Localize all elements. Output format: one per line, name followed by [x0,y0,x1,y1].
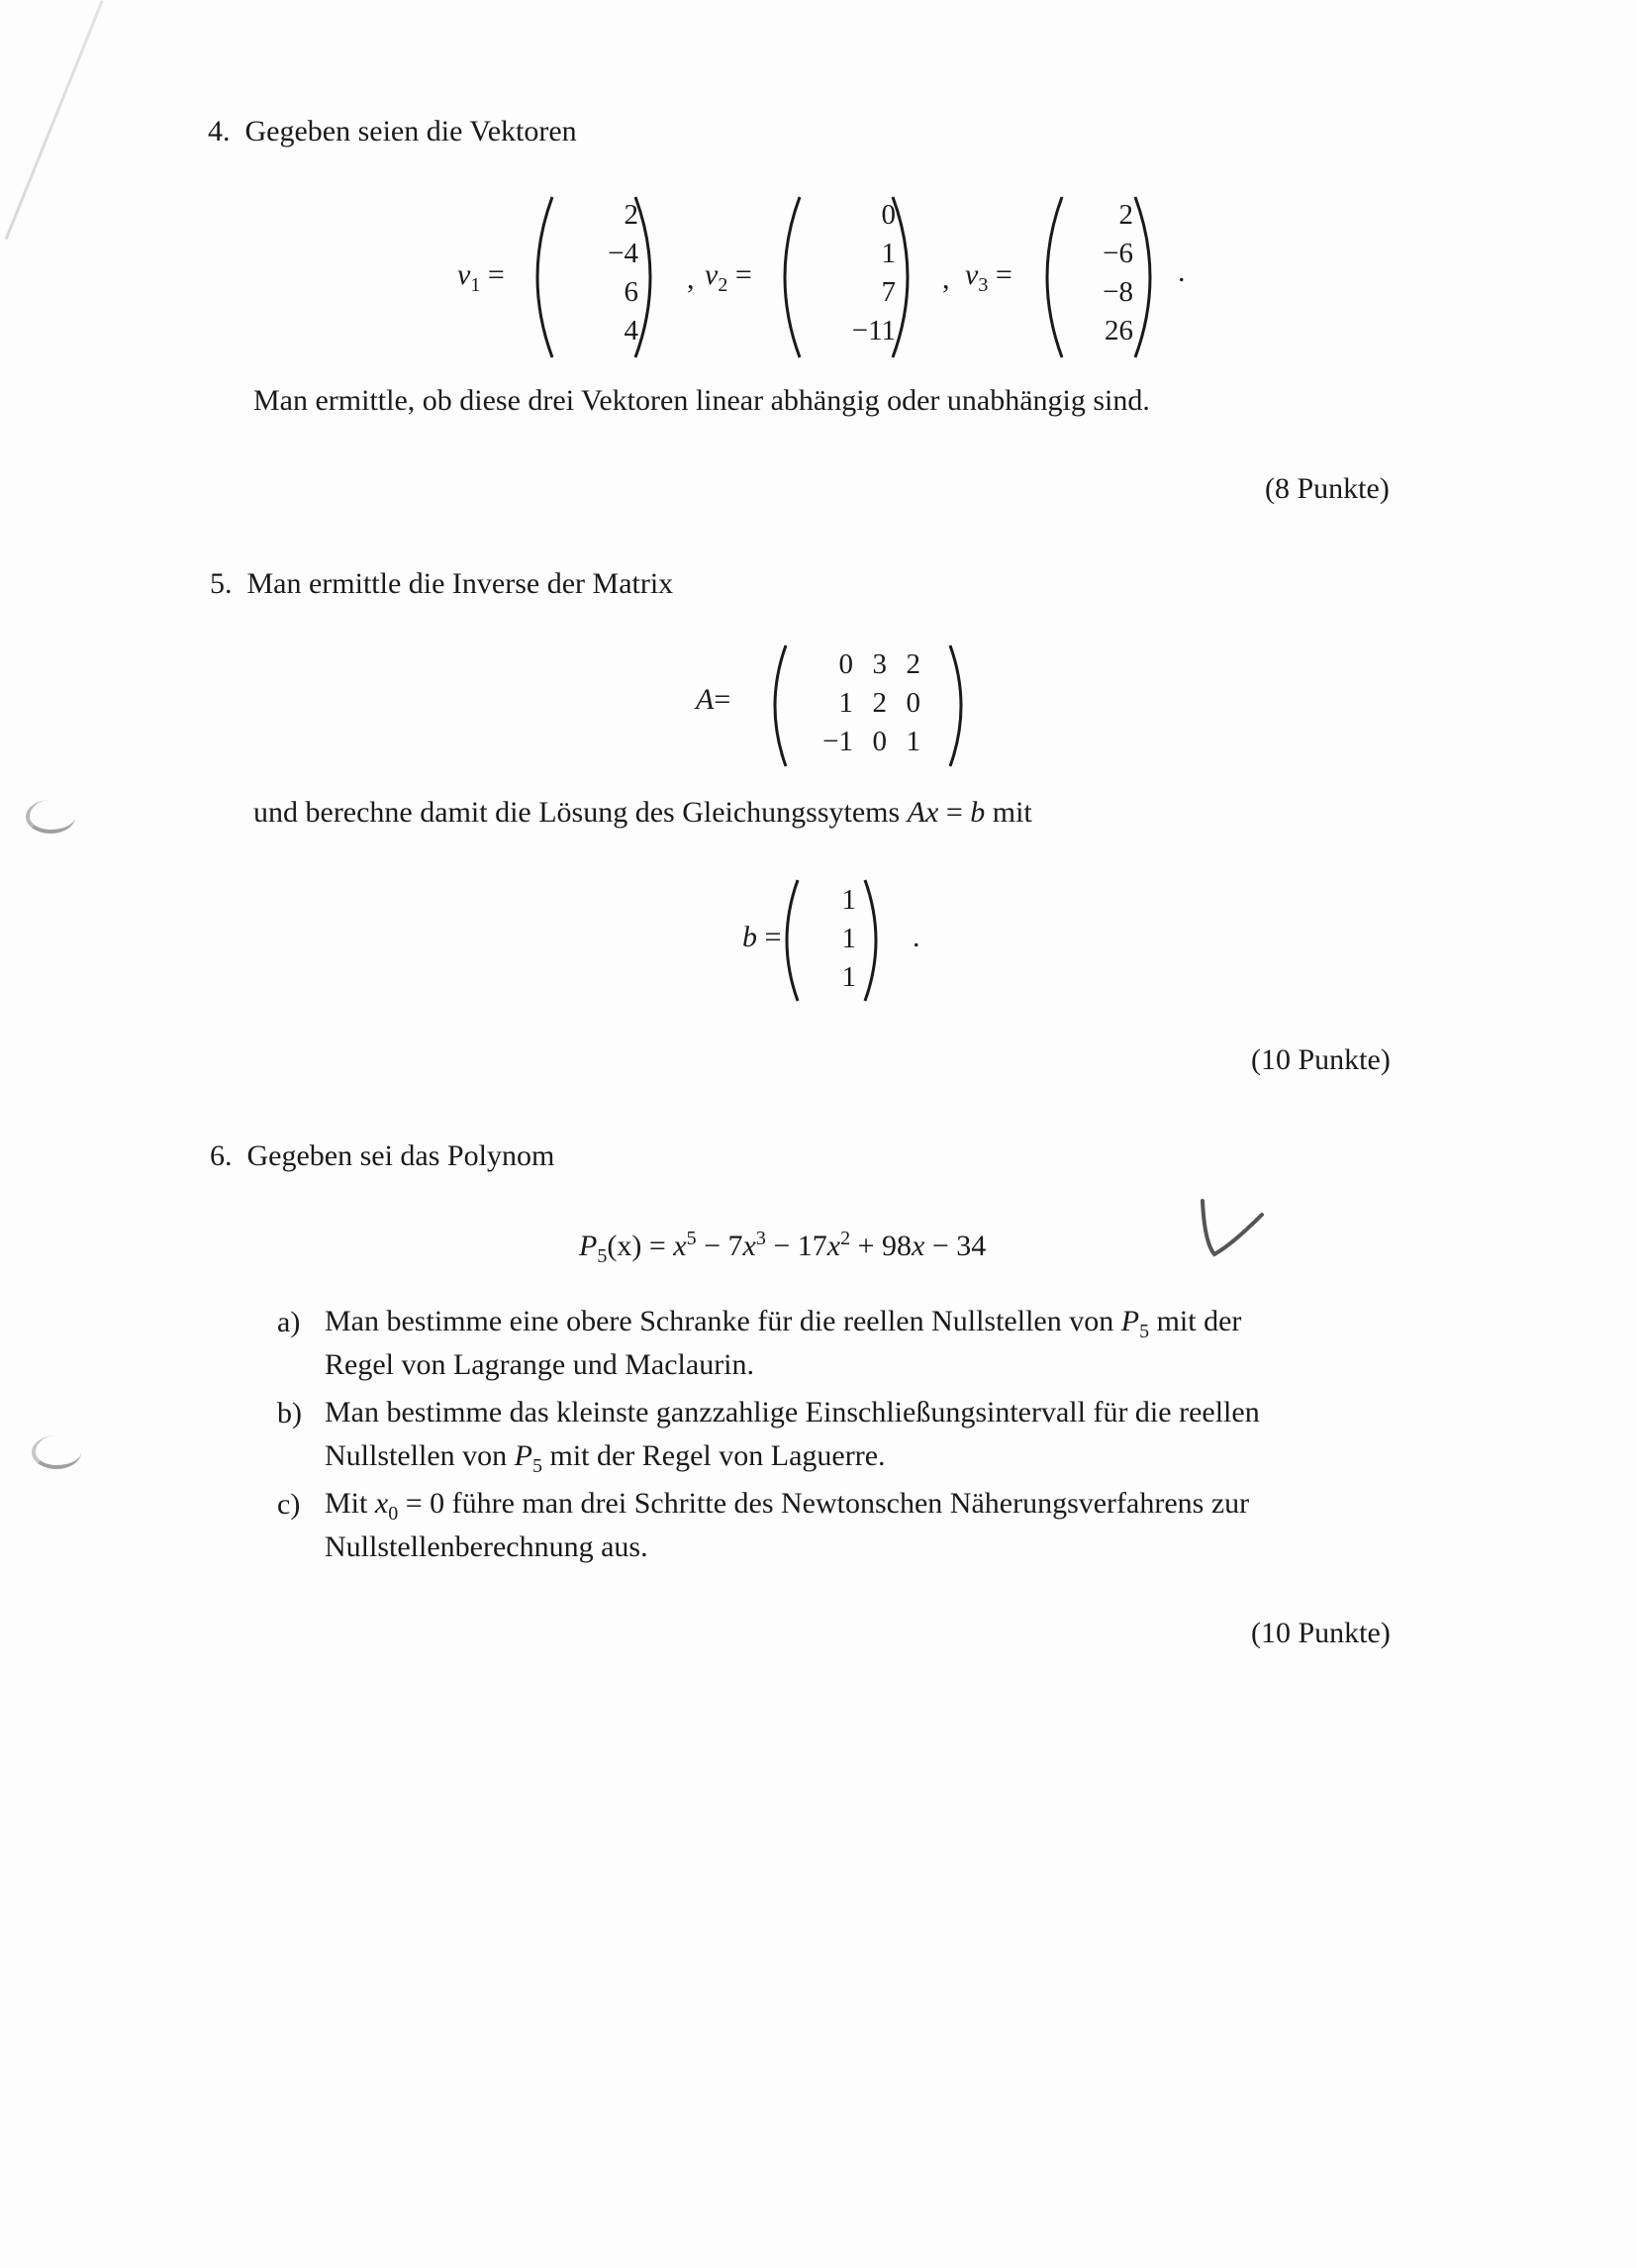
problem-4-points: (8 Punkte) [1265,472,1390,505]
item-a-label: a) [277,1306,301,1338]
problem-intro: Man ermittle die Inverse der Matrix [246,567,674,600]
item-b-line1: Man bestimme das kleinste ganzzahlige Einschließungsintervall für die reellen [325,1396,1260,1429]
fold-line [5,0,104,240]
problem-4-heading [208,112,577,151]
problem-5-points: (10 Punkte) [1251,1043,1391,1076]
problem-5-heading [210,564,673,604]
vector-end-period: . [1178,255,1186,288]
item-a-line2: Regel von Lagrange und Maclaurin. [325,1348,755,1381]
vector-separator: , [687,262,695,295]
item-b-line2: Nullstellen von $P_5$ mit der Regel von Laguerre. [325,1439,886,1477]
vector-b-entries: 1 1 1 [841,884,856,993]
item-c-label: c) [277,1488,301,1521]
vector-b-period: . [913,921,920,953]
problem-4-question: Man ermittle, ob diese drei Vektoren linear abhängig oder unabhängig sind. [253,384,1150,417]
matrix-a-entries: 0 3 2 1 2 0 −1 0 1 [822,648,920,757]
vector-v3-label: $v_3$ = [965,258,1012,296]
vector-b-label: b = [742,921,782,953]
item-b-label: b) [277,1397,302,1430]
problem-intro: Gegeben seien die Vektoren [244,115,577,148]
problem-number: 5. [210,567,233,600]
vector-v1-label: $v_1$ = [457,258,505,296]
vector-v1-entries: 2 −4 6 4 [608,199,638,346]
vector-v2-label: $v_2$ = [705,258,752,296]
matrix-a-label: A= [696,683,731,716]
problem-number: 4. [208,115,231,148]
punch-hole-mark [32,1435,81,1469]
punch-hole-mark [26,800,75,834]
problem-5-text: und berechne damit die Lösung des Gleichungssytems Ax = b mit [253,796,1032,829]
vector-separator: , [942,262,950,295]
vector-v3-entries: 2 −6 −8 26 [1103,199,1133,346]
problem-intro: Gegeben sei das Polynom [246,1139,555,1172]
polynomial-equation: $P_5(x) = x^5 - 7x^3 - 17x^2 + 98x - 34$ [579,1228,987,1267]
item-c-line2: Nullstellenberechnung aus. [325,1530,648,1563]
problem-6-points: (10 Punkte) [1251,1617,1391,1649]
problem-6-heading [210,1136,554,1176]
handwritten-checkmark-icon [1193,1193,1272,1267]
vector-v2-entries: 0 1 7 −11 [851,199,896,346]
problem-number: 6. [210,1139,233,1172]
item-c-line1: Mit $x_0 = 0$ führe man drei Schritte des Newtonschen Näherungsverfahrens zur [325,1487,1250,1525]
item-a-line1: Man bestimme eine obere Schranke für die reellen Nullstellen von $P_5$ mit der [325,1305,1242,1342]
